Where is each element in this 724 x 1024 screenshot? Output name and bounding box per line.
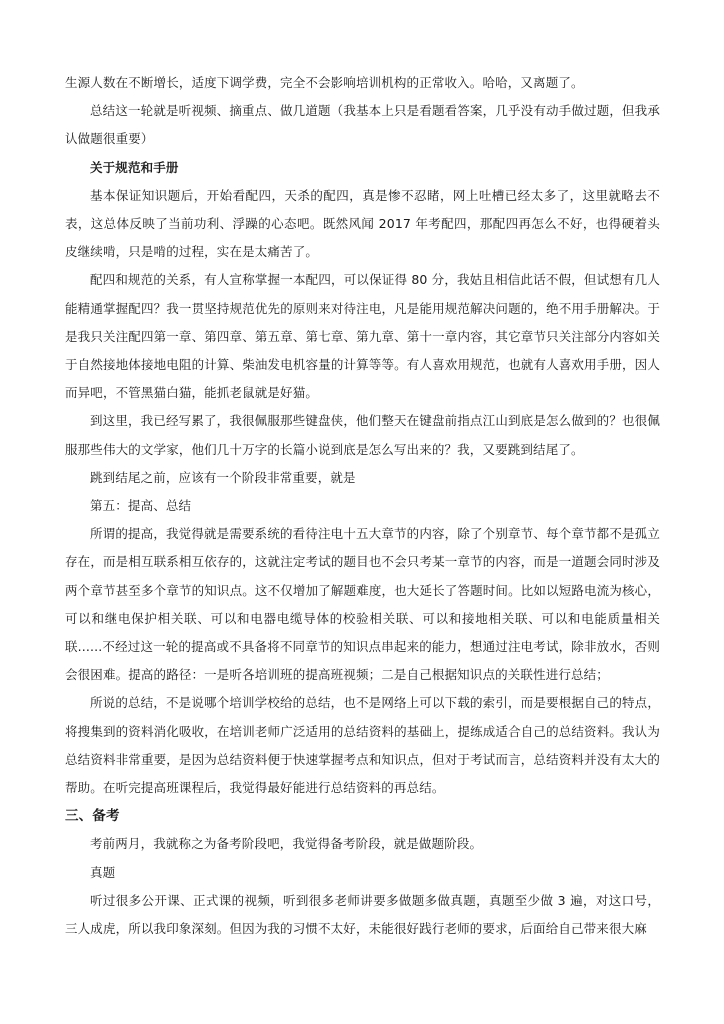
paragraph-3: 基本保证知识题后，开始看配四，天杀的配四，真是惨不忍睹，网上吐槽已经太多了，这里就略去不表，这总体反映了当前功利、浮躁的心态吧。既然风闻 2017 年考配四，那配四再怎么不好，也得硬着头皮继续啃，只是啃的过程，实在是太痛苦了。	[65, 187, 660, 260]
document-body	[65, 69, 660, 943]
paragraph-9: 考前两月，我就称之为备考阶段吧，我觉得备考阶段，就是做题阶段。	[90, 836, 483, 852]
section-heading-exam-prep: 三、备考	[65, 808, 120, 825]
paragraph-10: 听过很多公开课、正式课的视频，听到很多老师讲要多做题多做真题，真题至少做 3 遍，对这口号，三人成虎，所以我印象深刻。但因为我的习惯不太好，未能很好践行老师的要求，后面给自己带来很大麻	[65, 892, 660, 937]
paragraph-5: 到这里，我已经写累了，我很佩服那些键盘侠，他们整天在键盘前指点江山到底是怎么做到的？也很佩服那些伟大的文学家，他们几十万字的长篇小说到底是怎么写出来的？我，又要跳到结尾了。	[65, 413, 660, 457]
paragraph-7: 所谓的提高，我觉得就是需要系统的看待注电十五大章节的内容，除了个别章节、每个章节都不是孤立存在，而是相互联系相互依存的，这就注定考试的题目也不会只考某一章节的内容，而是一道题会同时涉及两个章节甚至多个章节的知识点。这不仅增加了解题难度，也大延长了答题时间。比如以短路电流为核心，可以和继电保护相关联、可以和电器电缆导体的校验相关联、可以和接地相关联、可以和电能质量相关联......不经过这一轮的提高或不具备将不同章节的知识点串起来的能力，想通过注电考试，除非放水，否则会很困难。提高的路径：一是听各培训班的提高班视频；二是自己根据知识点的关联性进行总结；	[65, 526, 660, 683]
stage-five-heading: 第五：提高、总结	[90, 498, 192, 514]
subheading-real-exams: 真题	[90, 864, 116, 880]
paragraph-2: 总结这一轮就是听视频、摘重点、做几道题（我基本上只是看题看答案，几乎没有动手做过题，但我承认做题很重要）	[65, 103, 660, 147]
paragraph-1: 生源人数在不断增长，适度下调学费，完全不会影响培训机构的正常收入。哈哈，又离题了。	[65, 75, 584, 90]
paragraph-8: 所说的总结，不是说哪个培训学校给的总结，也不是网络上可以下载的索引，而是要根据自己的特点，将搜集到的资料消化吸收，在培训老师广泛适用的总结资料的基础上，提练成适合自己的总结资料。我认为总结资料非常重要，是因为总结资料便于快速掌握考点和知识点，但对于考试而言，总结资料并没有太大的帮助。在听完提高班课程后，我觉得最好能进行总结资料的再总结。	[65, 695, 660, 796]
paragraph-4: 配四和规范的关系，有人宣称掌握一本配四，可以保证得 80 分，我姑且相信此话不假，但试想有几人能精通掌握配四？我一贯坚持规范优先的原则来对待注电，凡是能用规范解决问题的，绝不用手册解决。于是我只关注配四第一章、第四章、第五章、第七章、第九章、第十一章内容，其它章节只关注部分内容如关于自然接地体接地电阻的计算、柴油发电机容量的计算等等。有人喜欢用规范，也就有人喜欢用手册，因人而异吧，不管黑猫白猫，能抓老鼠就是好猫。	[65, 272, 660, 401]
paragraph-6: 跳到结尾之前，应该有一个阶段非常重要，就是	[90, 469, 356, 485]
section-heading-norms-manuals: 关于规范和手册	[90, 159, 179, 175]
